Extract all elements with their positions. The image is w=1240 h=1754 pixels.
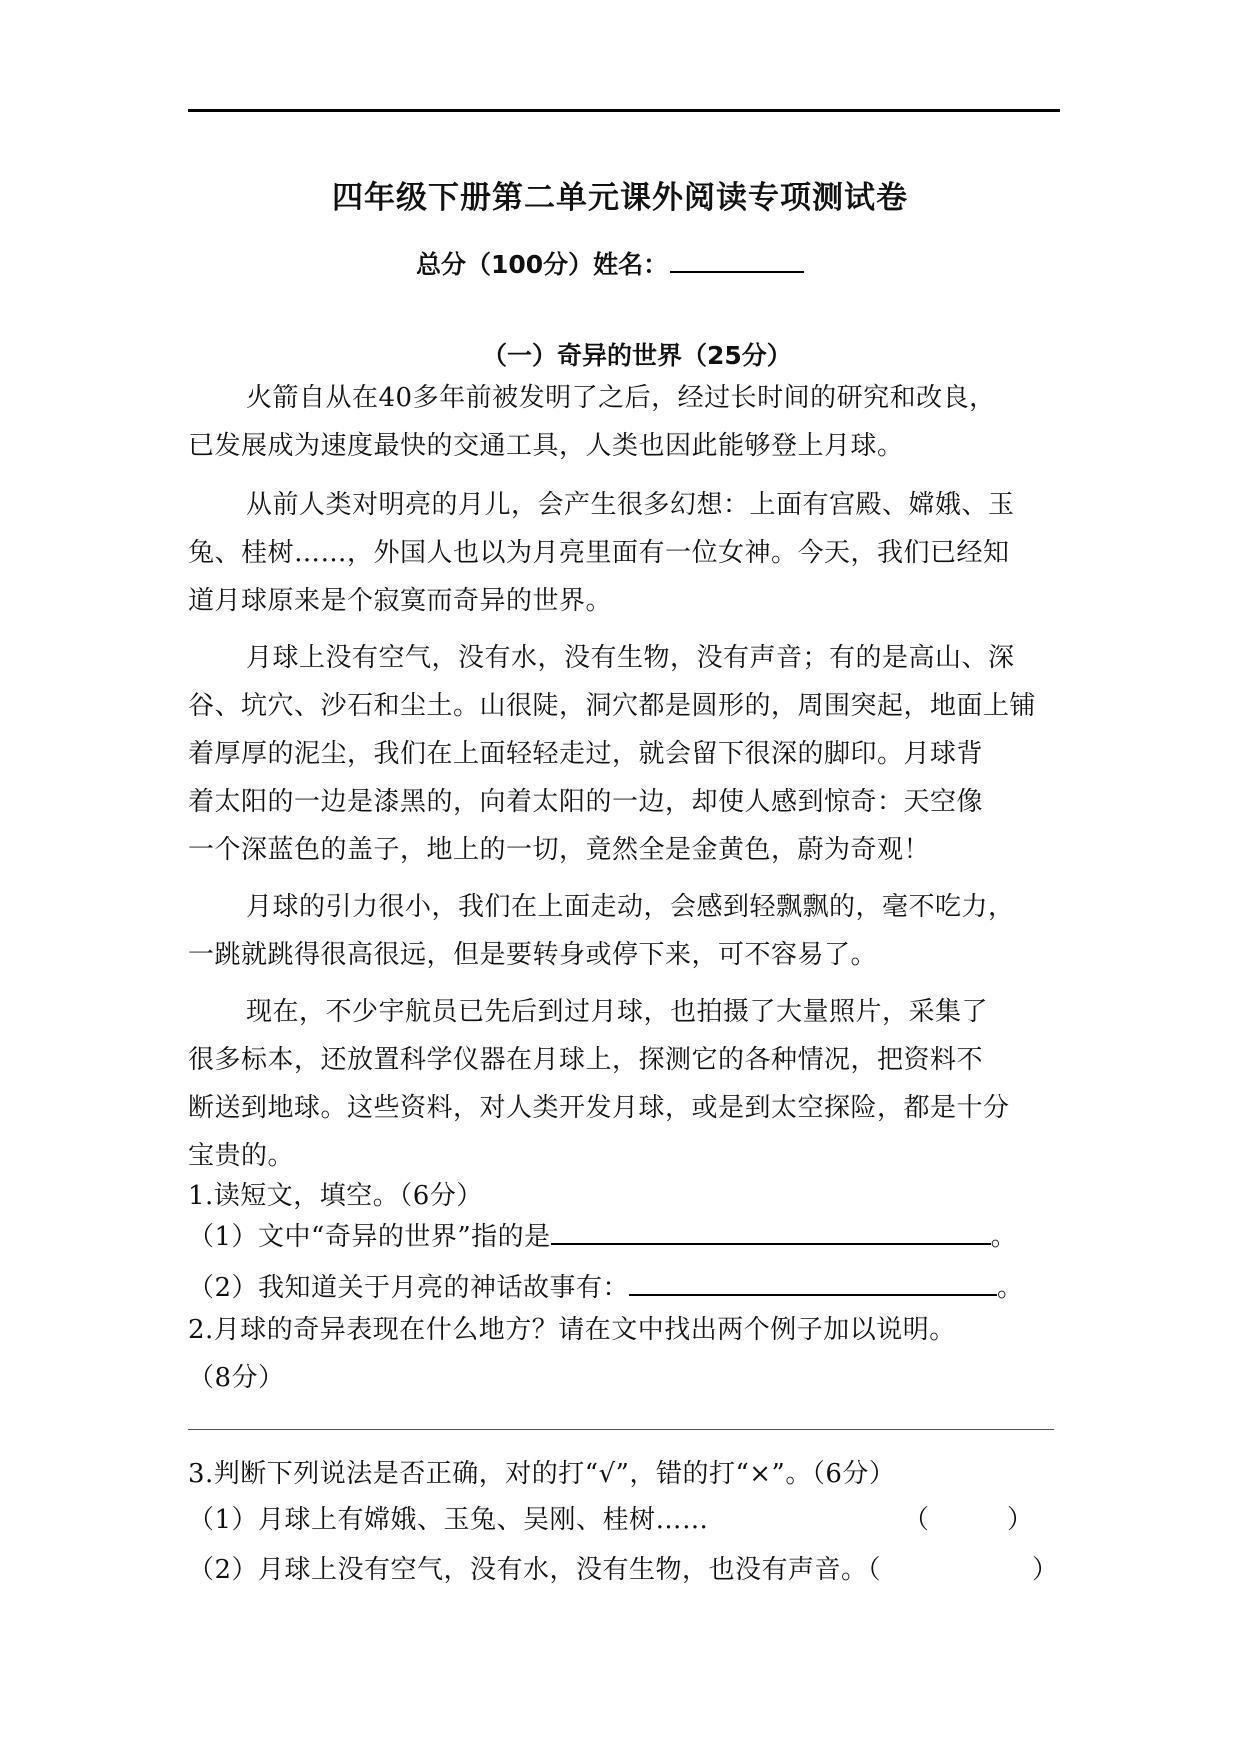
passage-line: 很多标本，还放置科学仪器在月球上，探测它的各种情况，把资料不 xyxy=(188,1045,984,1075)
question-1-2 xyxy=(188,1267,1024,1304)
passage-line: 月球的引力很小，我们在上面走动，会感到轻飘飘的，毫不吃力， xyxy=(246,892,1015,922)
answer-blank-1-1[interactable] xyxy=(551,1219,991,1245)
header-rule xyxy=(188,109,1060,112)
passage-line: 着厚厚的泥尘，我们在上面轻轻走过，就会留下很深的脚印。月球背 xyxy=(188,739,984,769)
answer-blank-1-2[interactable] xyxy=(629,1270,997,1296)
passage-line: 月球上没有空气，没有水，没有生物，没有声音；有的是高山、深 xyxy=(246,643,1015,673)
question-1-2-suffix: 。 xyxy=(997,1273,1024,1303)
question-3: 3.判断下列说法是否正确，对的打“√”，错的打“×”。（6分） xyxy=(188,1459,896,1489)
score-name-line xyxy=(416,245,804,281)
question-1-1-suffix: 。 xyxy=(990,1222,1018,1252)
judge-paren-open-3-1[interactable]: （ xyxy=(903,1505,930,1535)
passage-line: 一跳就跳得很高很远，但是要转身或停下来，可不容易了。 xyxy=(188,940,878,970)
question-1-1 xyxy=(188,1216,1017,1253)
passage-line: 宝贵的。 xyxy=(188,1141,295,1171)
judge-paren-close-3-1: ） xyxy=(1007,1505,1034,1535)
answer-line-2[interactable] xyxy=(188,1429,1054,1430)
passage-line: 兔、桂树……，外国人也以为月亮里面有一位女神。今天，我们已经知 xyxy=(188,538,1010,568)
passage-line: 从前人类对明亮的月儿，会产生很多幻想：上面有宫殿、嫦娥、玉 xyxy=(246,490,1015,520)
passage-line: 现在，不少宇航员已先后到过月球，也拍摄了大量照片，采集了 xyxy=(246,997,989,1027)
question-2: 2.月球的奇异表现在什么地方？请在文中找出两个例子加以说明。 xyxy=(188,1315,956,1345)
passage-line: 火箭自从在40多年前被发明了之后，经过长时间的研究和改良， xyxy=(246,383,996,413)
question-1-2-text: （2）我知道关于月亮的神话故事有： xyxy=(188,1273,630,1303)
passage-line: 着太阳的一边是漆黑的，向着太阳的一边，却使人感到惊奇：天空像 xyxy=(188,787,984,817)
name-blank[interactable] xyxy=(670,249,804,273)
passage-line: 已发展成为速度最快的交通工具，人类也因此能够登上月球。 xyxy=(188,431,904,461)
passage-line: 道月球原来是个寂寞而奇异的世界。 xyxy=(188,586,613,616)
question-1-1-text: （1）文中“奇异的世界”指的是 xyxy=(188,1222,551,1252)
question-3-1: （1）月球上有嫦娥、玉兔、吴刚、桂树…… xyxy=(188,1505,709,1535)
score-label: 总分（100分）姓名： xyxy=(416,250,669,279)
judge-paren-close-3-2: ） xyxy=(1032,1555,1059,1585)
passage-line: 断送到地球。这些资料，对人类开发月球，或是到太空探险，都是十分 xyxy=(188,1093,1010,1123)
question-2-points: （8分） xyxy=(188,1363,285,1393)
passage-line: 谷、坑穴、沙石和尘土。山很陡，洞穴都是圆形的，周围突起，地面上铺 xyxy=(188,691,1037,721)
section-title: （一）奇异的世界（25分） xyxy=(482,341,792,370)
question-3-2[interactable]: （2）月球上没有空气，没有水，没有生物，也没有声音。（ xyxy=(188,1555,882,1585)
page-title: 四年级下册第二单元课外阅读专项测试卷 xyxy=(332,180,908,216)
passage-line: 一个深蓝色的盖子，地上的一切，竟然全是金黄色，蔚为奇观！ xyxy=(188,835,931,865)
question-1: 1.读短文，填空。（6分） xyxy=(188,1181,483,1211)
